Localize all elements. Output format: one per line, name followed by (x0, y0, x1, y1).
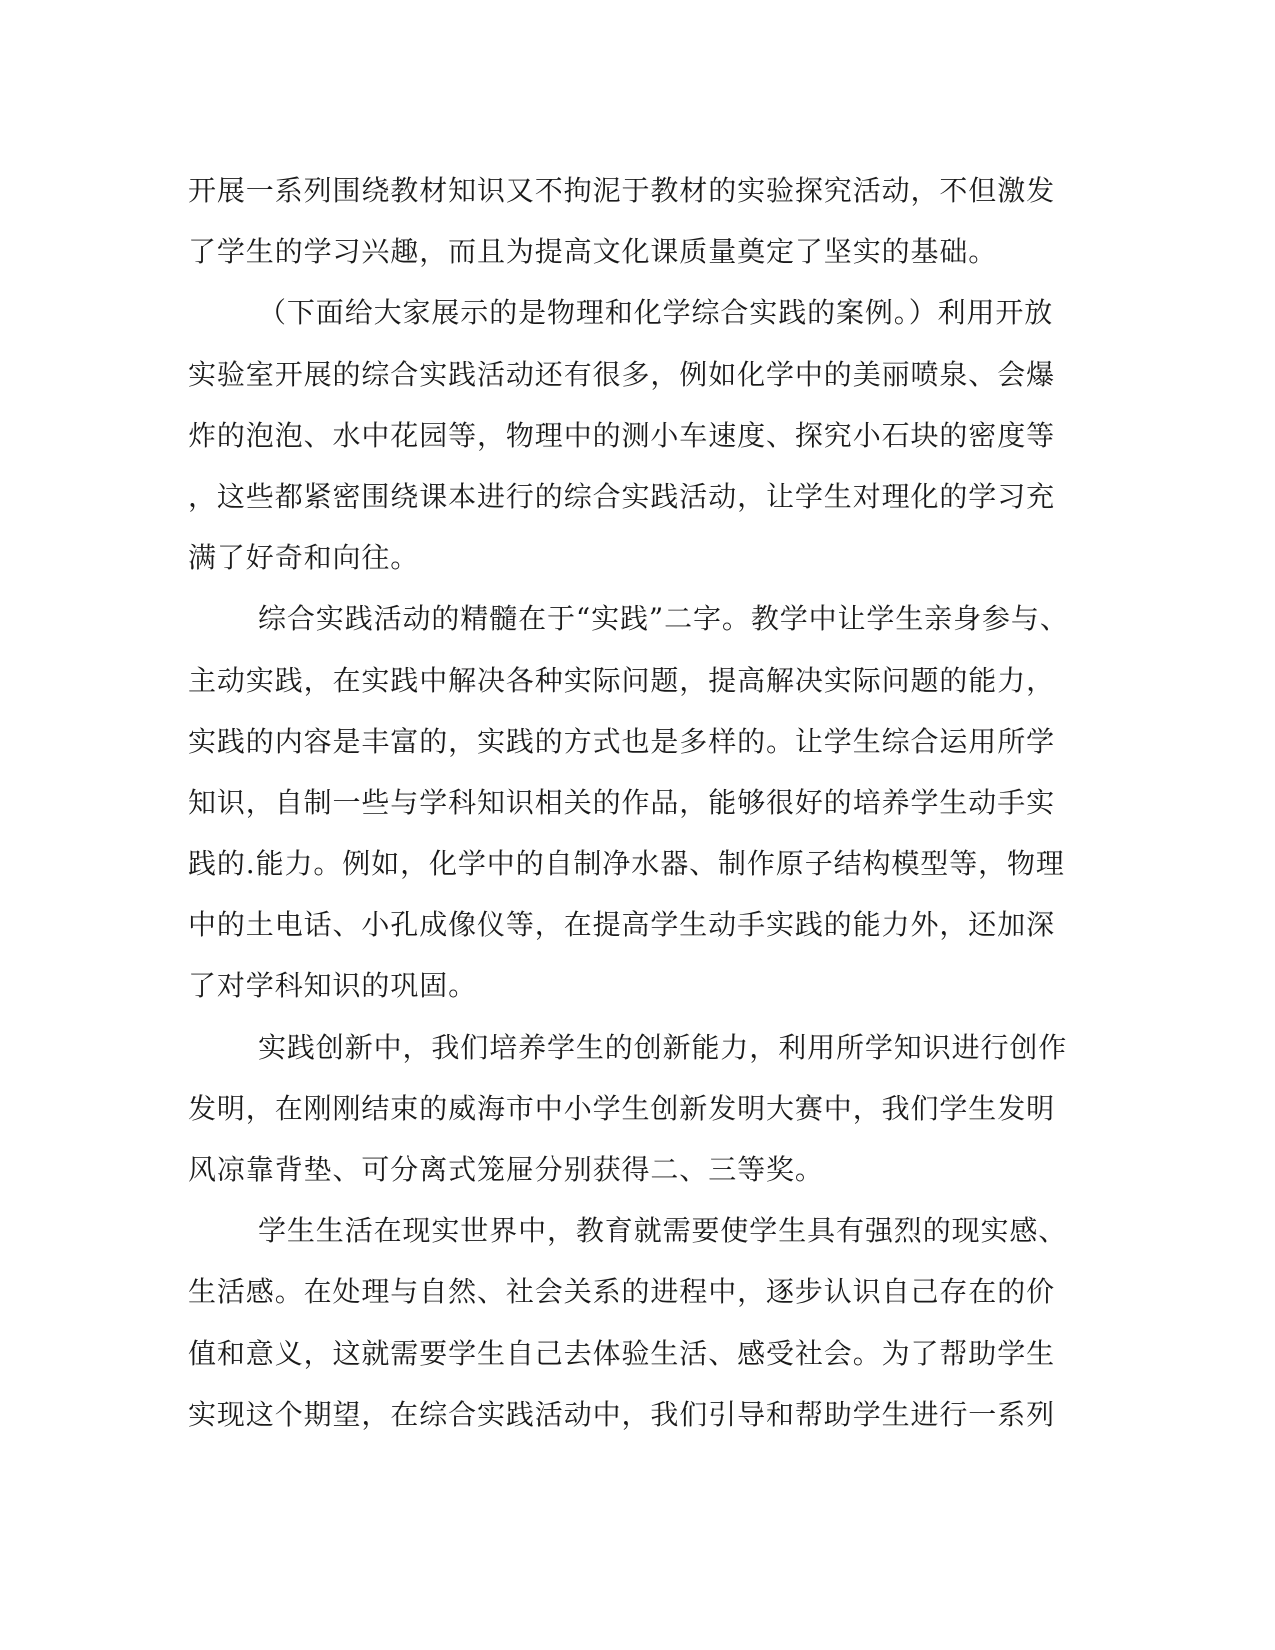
text-line: 实验室开展的综合实践活动还有很多，例如化学中的美丽喷泉、会爆 (188, 357, 1056, 391)
text-line: 了学生的学习兴趣，而且为提高文化课质量奠定了坚实的基础。 (188, 235, 998, 269)
text-line: 学生生活在现实世界中，教育就需要使学生具有强烈的现实感、 (258, 1214, 1068, 1248)
text-line: 风凉靠背垫、可分离式笼屉分别获得二、三等奖。 (188, 1153, 824, 1186)
text-line: 发明，在刚刚结束的威海市中小学生创新发明大赛中，我们学生发明 (188, 1091, 1056, 1125)
text-line: 主动实践，在实践中解决各种实际问题，提高解决实际问题的能力， (188, 663, 1056, 697)
text-line: 实践创新中，我们培养学生的创新能力，利用所学知识进行创作 (258, 1030, 1068, 1064)
text-line: ，这些都紧密围绕课本进行的综合实践活动，让学生对理化的学习充 (188, 479, 1056, 513)
text-line: 生活感。在处理与自然、社会关系的进程中，逐步认识自己存在的价 (188, 1275, 1056, 1309)
body-text (188, 160, 1088, 1445)
text-line: 实现这个期望，在综合实践活动中，我们引导和帮助学生进行一系列 (188, 1397, 1056, 1431)
text-line: 实践的内容是丰富的，实践的方式也是多样的。让学生综合运用所学 (188, 724, 1056, 758)
text-line: 综合实践活动的精髓在于“实践”二字。教学中让学生亲身参与、 (258, 602, 1069, 636)
text-line: 知识，自制一些与学科知识相关的作品，能够很好的培养学生动手实 (188, 785, 1056, 819)
text-line: 炸的泡泡、水中花园等，物理中的测小车速度、探究小石块的密度等 (188, 418, 1056, 452)
text-line: 开展一系列围绕教材知识又不拘泥于教材的实验探究活动，不但激发 (188, 174, 1056, 207)
text-line: 值和意义，这就需要学生自己去体验生活、感受社会。为了帮助学生 (188, 1336, 1056, 1370)
text-line: （下面给大家展示的是物理和化学综合实践的案例。）利用开放 (258, 296, 1054, 330)
text-line: 践的.能力。例如，化学中的自制净水器、制作原子结构模型等，物理 (188, 847, 1065, 881)
text-line: 满了好奇和向往。 (188, 541, 420, 575)
text-line: 了对学科知识的巩固。 (188, 969, 478, 1003)
text-line: 中的土电话、小孔成像仪等，在提高学生动手实践的能力外，还加深 (188, 908, 1056, 942)
